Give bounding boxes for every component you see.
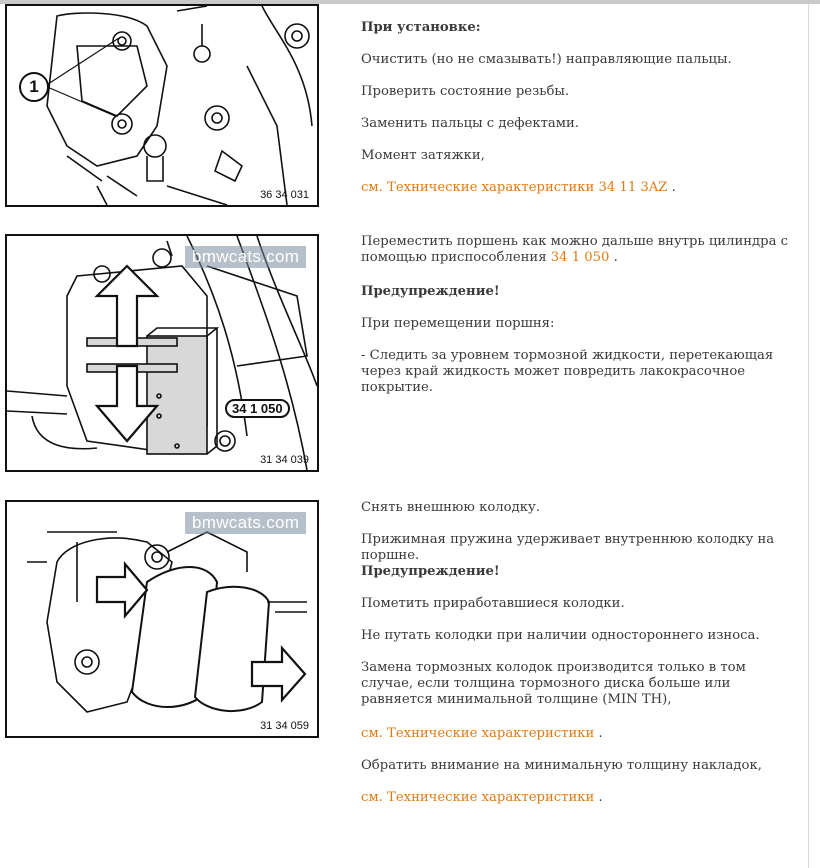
tool-label: 34 1 050 — [225, 399, 290, 418]
caliper-illustration-3 — [7, 502, 317, 736]
section1-paragraph: Проверить состояние резьбы. — [361, 84, 570, 99]
section1-paragraph: Очистить (но не смазывать!) направляющие пальцы. — [361, 52, 732, 67]
callout-number: 1 — [19, 72, 49, 102]
figure-number: 31 34 039 — [260, 454, 309, 466]
section2-paragraph — [361, 234, 791, 266]
section3-link-line — [361, 726, 791, 742]
section2-text: Переместить поршень как можно дальше внутрь цилиндра с помощью приспособления — [361, 234, 789, 265]
section1-link-line — [361, 180, 791, 196]
section3-paragraph: Замена тормозных колодок производится только в том случае, если толщина тормозного диска больше или равняется минимальной толщине (MIN TH), — [361, 660, 746, 707]
link-suffix: . — [609, 250, 618, 265]
section1-paragraph: Заменить пальцы с дефектами. — [361, 116, 580, 131]
figure-number: 31 34 059 — [260, 720, 309, 732]
figure-brake-pads — [5, 500, 319, 738]
figure-piston-tool — [5, 234, 319, 472]
right-border — [808, 4, 809, 868]
section3-paragraph: Пометить приработавшиеся колодки. — [361, 596, 625, 611]
section3-warning: Предупреждение! — [361, 564, 500, 579]
section3-paragraph: Прижимная пружина удерживает внутреннюю колодку на поршне. — [361, 532, 775, 563]
figure-number: 36 34 031 — [260, 189, 309, 201]
tool-link[interactable]: 34 1 050 — [550, 250, 610, 265]
section2-paragraph: - Следить за уровнем тормозной жидкости, перетекающая через край жидкость может повредить лакокрасочное покрытие. — [361, 348, 774, 395]
section2-warning: Предупреждение! — [361, 284, 500, 299]
section1-paragraph: Момент затяжки, — [361, 148, 485, 163]
tech-specs-link[interactable]: см. Технические характеристики — [361, 790, 595, 805]
caliper-illustration-1 — [7, 6, 317, 205]
section2-paragraph: При перемещении поршня: — [361, 316, 555, 331]
section3-link-line — [361, 790, 791, 806]
watermark: bmwcats.com — [185, 512, 306, 534]
link-suffix: . — [667, 180, 676, 195]
section1-heading: При установке: — [361, 20, 481, 35]
link-suffix: . — [594, 726, 603, 741]
section3-paragraph: Обратить внимание на минимальную толщину накладок, — [361, 758, 762, 773]
watermark: bmwcats.com — [185, 246, 306, 268]
caliper-illustration-2 — [7, 236, 317, 470]
tech-specs-link[interactable]: см. Технические характеристики — [361, 726, 595, 741]
link-suffix: . — [594, 790, 603, 805]
figure-caliper-guide-pins — [5, 4, 319, 207]
section3-paragraph: Снять внешнюю колодку. — [361, 500, 540, 515]
section3-paragraph: Не путать колодки при наличии одностороннего износа. — [361, 628, 760, 643]
tech-specs-link[interactable]: см. Технические характеристики 34 11 3AZ — [361, 180, 668, 195]
